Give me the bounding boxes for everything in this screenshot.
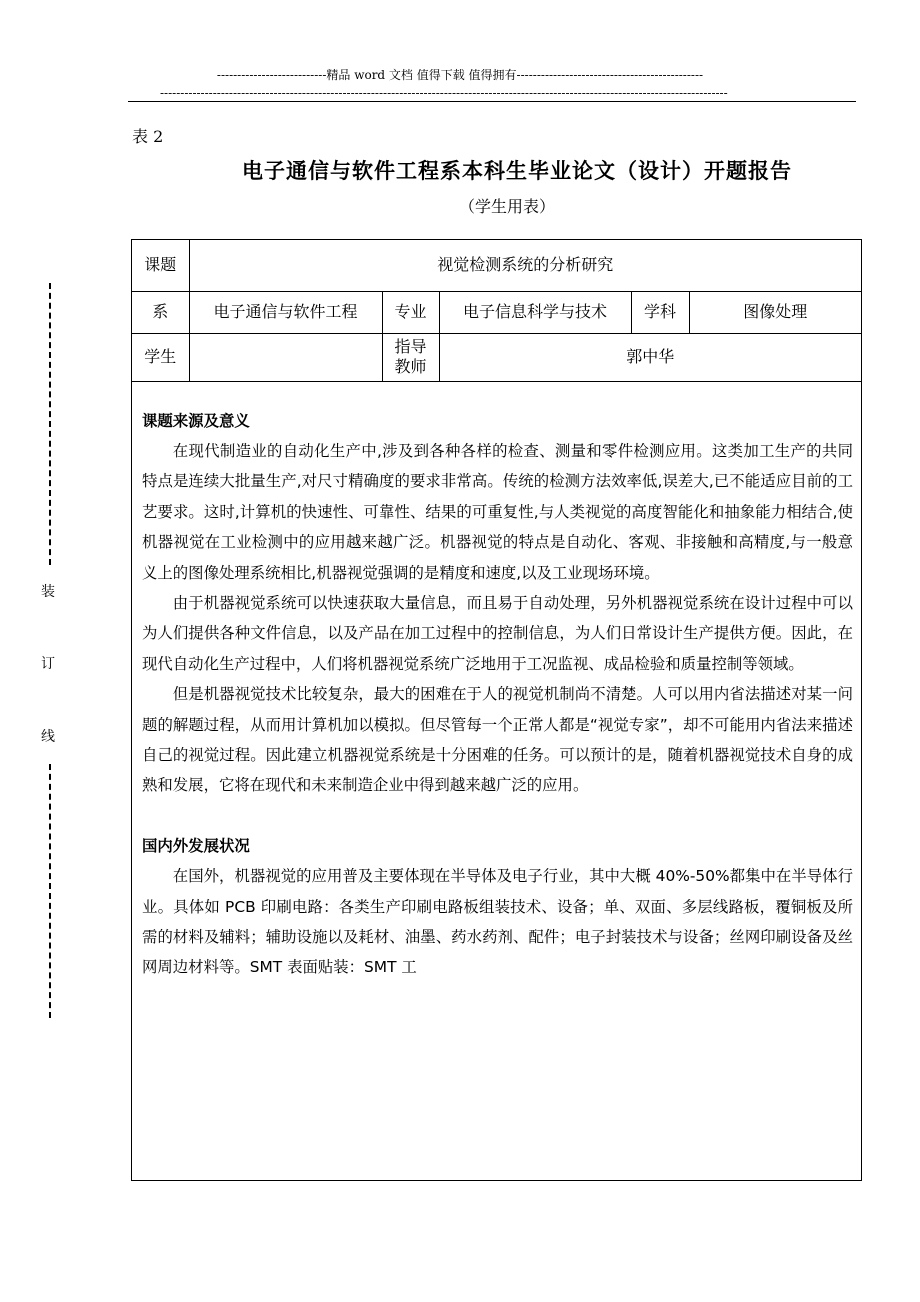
header-rule: [128, 101, 856, 102]
info-table: [132, 240, 861, 382]
paragraph: 由于机器视觉系统可以快速获取大量信息，而且易于自动处理，另外机器视觉系统在设计过程中可以为人们提供各种文件信息，以及产品在加工过程中的控制信息，为人们日常设计生产提供方便。因此，在现代自动化生产过程中，人们将机器视觉系统广泛地用于工况监视、成品检验和质量控制等领域。: [142, 593, 853, 673]
binding-char-xian: 线: [41, 729, 55, 745]
advisor-label-line1: 指导: [394, 337, 427, 356]
section-title-status: 国内外发展状况: [142, 836, 250, 855]
section-gap: [142, 801, 853, 831]
paragraph: 但是机器视觉技术比较复杂，最大的困难在于人的视觉机制尚不清楚。人可以用内省法描述对某一问题的解题过程，从而用计算机加以模拟。但尽管每一个正常人都是“视觉专家”，却不可能用内省法来描述自己的视觉过程。因此建立机器视觉系统是十分困难的任务。可以预计的是，随着机器视觉技术自身的成熟和发展，它将在现代和未来制造企业中得到越来越广泛的应用。: [142, 685, 853, 795]
paragraph: 在国外，机器视觉的应用普及主要体现在半导体及电子行业，其中大概 40%-50%都集中在半导体行业。具体如 PCB 印刷电路：各类生产印刷电路板组装技术、设备；单、双面、多层线路板，覆铜板及所需的材料及辅料；辅助设施以及耗材、油墨、药水药剂、配件；电子封装技术与设备；丝网印刷设备及丝网周边材料等。SMT 表面贴装：SMT 工: [142, 867, 853, 977]
dept-value: 电子通信与软件工程: [189, 291, 382, 333]
major-label: 专业: [382, 291, 439, 333]
binding-dash-line-bottom: [49, 764, 51, 1018]
advisor-value: 郭中华: [439, 333, 861, 381]
advisor-label-line2: 教师: [394, 357, 427, 376]
page-subtitle: （学生用表）: [458, 197, 555, 216]
binding-char-zhuang: 装: [41, 584, 55, 600]
binding-char-ding: 订: [41, 656, 55, 672]
section-title-source: 课题来源及意义: [142, 411, 250, 430]
major-value: 电子信息科学与技术: [439, 291, 631, 333]
page-title: 电子通信与软件工程系本科生毕业论文（设计）开题报告: [242, 159, 792, 183]
proposal-form: [131, 239, 862, 1181]
advisor-label: [382, 333, 439, 381]
report-content: [132, 382, 861, 983]
paragraph: 在现代制造业的自动化生产中,涉及到各种各样的检查、测量和零件检测应用。这类加工生产的共同特点是连续大批量生产,对尺寸精确度的要求非常高。传统的检测方法效率低,误差大,已不能适应目前的工艺要求。这时,计算机的快速性、可靠性、结果的可重复性,与人类视觉的高度智能化和抽象能力相结合,使机器视觉在工业检测中的应用越来越广泛。机器视觉的特点是自动化、客观、非接触和高精度,与一般意义上的图像处理系统相比,机器视觉强调的是精度和速度,以及工业现场环境。: [142, 441, 853, 582]
header-watermark-line: ---------------------------精品 word 文档 值得下载 值得拥有----------------------------------------------: [216, 68, 704, 82]
binding-dash-line-top: [49, 283, 51, 565]
student-label: 学生: [132, 333, 189, 381]
dept-label: 系: [132, 291, 189, 333]
topic-value: 视觉检测系统的分析研究: [189, 240, 861, 291]
header-dash-line: --------------------------------------------------------------------------------------------------------------------------------------------: [160, 86, 728, 100]
table-label: 表 2: [132, 127, 164, 146]
topic-label: 课题: [132, 240, 189, 291]
discipline-label: 学科: [631, 291, 689, 333]
student-value: [189, 333, 382, 381]
discipline-value: 图像处理: [689, 291, 861, 333]
